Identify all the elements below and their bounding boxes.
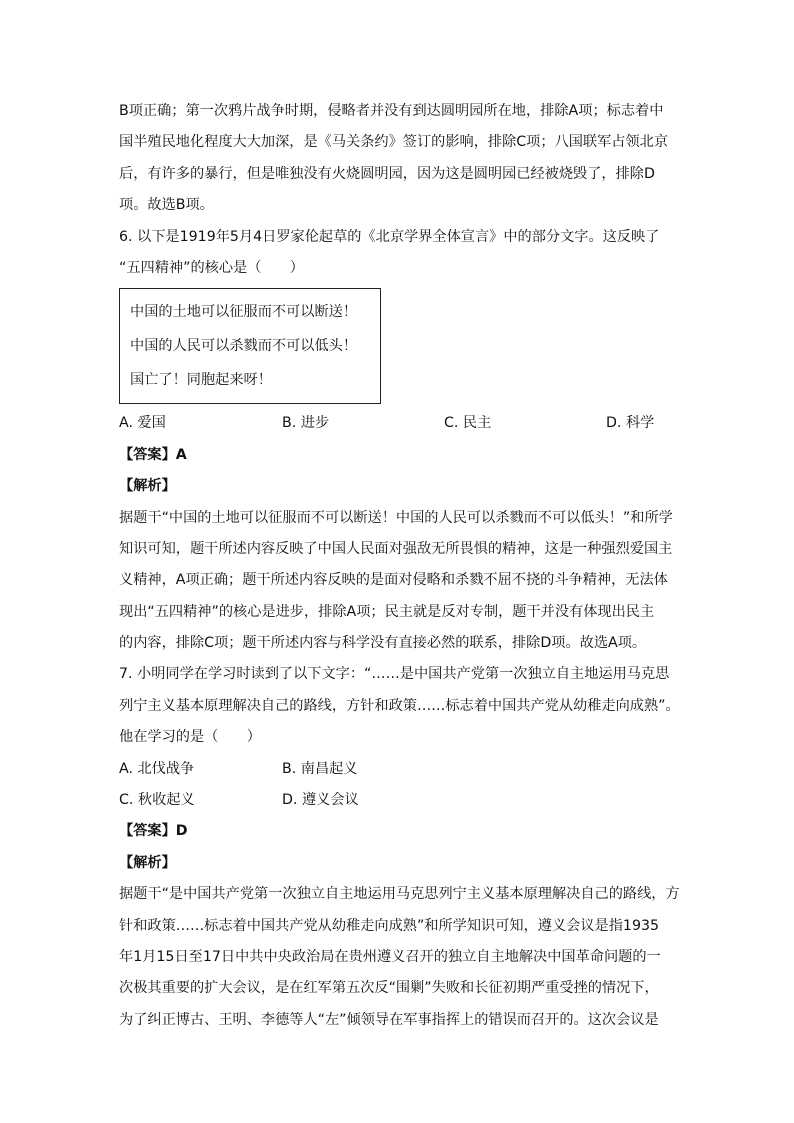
question-stem-line: 7. 小明同学在学习时读到了以下文字：“……是中国共产党第一次独立自主地运用马克思 [119, 666, 670, 683]
quote-line: 中国的人民可以杀戮而不可以低头！ [130, 338, 358, 355]
option-d: D. 遵义会议 [282, 792, 359, 809]
analysis-line: 据题干“中国的土地可以征服而不可以断送！中国的人民可以杀戮而不可以低头！”和所学 [119, 509, 673, 526]
option-b: B. 进步 [282, 415, 330, 432]
answer-label: 【答案】A [119, 446, 187, 463]
question-stem-line: “五四精神”的核心是（ ） [119, 259, 304, 276]
analysis-line: 年1月15日至17日中共中央政治局在贵州遵义召开的独立自主地解决中国革命问题的一 [119, 948, 661, 965]
analysis-line: 的内容，排除C项；题干所述内容与科学没有直接必然的联系，排除D项。故选A项。 [119, 635, 647, 652]
options-row [119, 408, 679, 439]
question-stem-line: 6. 以下是1919年5月4日罗家伦起草的《北京学界全体宣言》中的部分文字。这反映了 [119, 228, 660, 245]
text-line: B项正确；第一次鸦片战争时期，侵略者并没有到达圆明园所在地，排除A项；标志着中 [119, 103, 664, 119]
question-6 [119, 222, 679, 660]
quote-line: 中国的土地可以征服而不可以断送！ [130, 304, 358, 321]
question-7 [119, 659, 679, 1036]
analysis-line: 针和政策……标志着中国共产党从幼稚走向成熟”和所学知识可知，遵义会议是指1935 [119, 917, 660, 934]
text-line: 国半殖民地化程度大大加深，是《马关条约》签订的影响，排除C项；八国联军占领北京 [119, 134, 669, 151]
analysis-line: 知识可知，题干所述内容反映了中国人民面对强敌无所畏惧的精神，这是一种强烈爱国主 [119, 540, 673, 557]
option-d: D. 科学 [606, 415, 655, 432]
quote-box [119, 288, 381, 404]
text-line: 项。故选B项。 [119, 197, 214, 214]
analysis-label: 【解析】 [119, 478, 176, 495]
analysis-line: 据题干“是中国共产党第一次独立自主地运用马克思列宁主义基本原理解决自己的路线，方 [119, 886, 680, 903]
option-a: A. 爱国 [119, 415, 166, 432]
text-line: 后，有许多的暴行，但是唯独没有火烧圆明园，因为这是圆明园已经被烧毁了，排除D [119, 165, 655, 182]
options-row [119, 785, 679, 816]
option-a: A. 北伐战争 [119, 760, 195, 777]
question-stem-line: 他在学习的是（ ） [119, 729, 261, 746]
option-b: B. 南昌起义 [282, 760, 358, 777]
option-c: C. 秋收起义 [119, 792, 195, 809]
analysis-line: 现出“五四精神”的核心是进步，排除A项；民主就是反对专制，题干并没有体现出民主 [119, 603, 655, 620]
options-row [119, 754, 679, 785]
previous-question-analysis [119, 96, 679, 222]
question-stem-line: 列宁主义基本原理解决自己的路线，方针和政策……标志着中国共产党从幼稚走向成熟”。 [119, 697, 680, 714]
analysis-label: 【解析】 [119, 854, 176, 871]
answer-label: 【答案】D [119, 823, 188, 840]
analysis-line: 次极其重要的扩大会议，是在红军第五次反“围剿”失败和长征初期严重受挫的情况下， [119, 980, 659, 997]
option-c: C. 民主 [444, 415, 492, 432]
analysis-line: 义精神，A项正确；题干所述内容反映的是面对侵略和杀戮不屈不挠的斗争精神，无法体 [119, 572, 668, 589]
analysis-line: 为了纠正博古、王明、李德等人“左”倾领导在军事指挥上的错误而召开的。这次会议是 [119, 1011, 659, 1028]
quote-line: 国亡了！同胞起来呀！ [130, 372, 272, 389]
document-page [119, 96, 679, 1036]
